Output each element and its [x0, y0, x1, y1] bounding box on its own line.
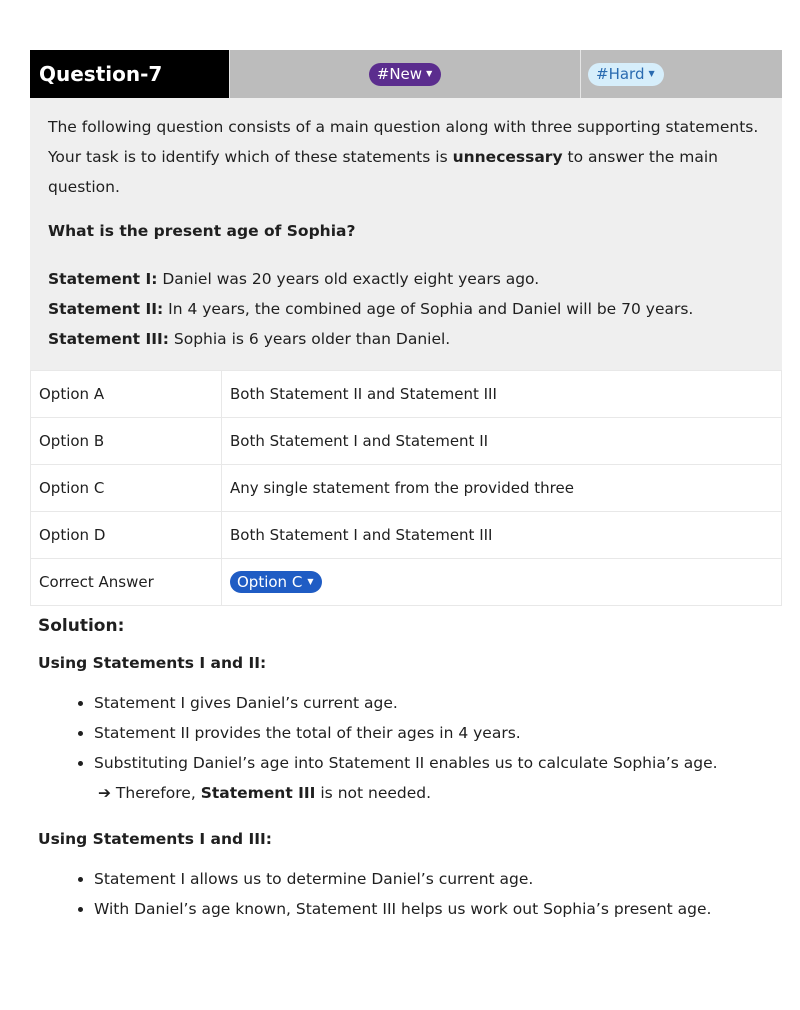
new-tag-label: #New: [376, 64, 423, 83]
option-row-a: [31, 371, 782, 418]
statement-3: [48, 324, 764, 354]
intro-text-end: to answer the main question.: [48, 148, 718, 196]
option-label: Option B: [31, 418, 222, 465]
hard-tag[interactable]: [588, 63, 664, 86]
intro-text: The following question consists of a main question along with three supporting statements. Your task is to identify which of these statements is: [48, 118, 759, 166]
conclusion-suffix: is not needed.: [315, 784, 432, 802]
question-header: [30, 50, 782, 98]
main-question: What is the present age of Sophia?: [48, 222, 356, 240]
question-body: [30, 98, 782, 370]
statement-2: [48, 294, 764, 324]
statement-text: Daniel was 20 years old exactly eight years ago.: [157, 270, 540, 288]
solution-bullets: [38, 864, 774, 924]
option-label: Option C: [31, 465, 222, 512]
option-text: Both Statement I and Statement III: [222, 512, 782, 559]
option-text: Any single statement from the provided three: [222, 465, 782, 512]
header-cell-category: [229, 50, 581, 98]
correct-answer-tag[interactable]: [230, 571, 322, 593]
question-intro: [48, 112, 764, 202]
caret-down-icon: ▼: [648, 69, 655, 78]
question-title: Question-7: [30, 50, 229, 98]
header-cell-difficulty: [581, 50, 782, 98]
statement-text: In 4 years, the combined age of Sophia and Daniel will be 70 years.: [163, 300, 694, 318]
solution-bullet: • Statement I gives Daniel’s current age.: [94, 688, 774, 718]
option-text: Both Statement I and Statement II: [222, 418, 782, 465]
correct-answer-value: Option C: [237, 573, 303, 591]
caret-down-icon: ▼: [307, 577, 314, 586]
solution-bullet: • With Daniel’s age known, Statement III helps us work out Sophia’s present age.: [94, 894, 774, 924]
solution-bullet: • Statement II provides the total of their ages in 4 years.: [94, 718, 774, 748]
statement-label: Statement I:: [48, 270, 158, 288]
question-card: [30, 50, 782, 946]
correct-answer-row: [31, 559, 782, 606]
hard-tag-label: #Hard: [596, 64, 645, 83]
statement-label: Statement III:: [48, 330, 169, 348]
solution-conclusion: [38, 778, 774, 808]
correct-answer-label: Correct Answer: [31, 559, 222, 606]
new-tag[interactable]: [369, 63, 441, 86]
option-row-b: [31, 418, 782, 465]
solution-subheading: Using Statements I and II:: [38, 654, 267, 672]
solution-bullet: • Statement I allows us to determine Daniel’s current age.: [94, 864, 774, 894]
intro-bold: unnecessary: [452, 148, 563, 166]
option-row-c: [31, 465, 782, 512]
solution-bullets: [38, 688, 774, 778]
option-label: Option A: [31, 371, 222, 418]
statement-1: [48, 264, 764, 294]
conclusion-prefix: ➔ Therefore,: [98, 784, 201, 802]
conclusion-bold: Statement III: [200, 784, 316, 802]
options-table: [30, 370, 782, 606]
option-row-d: [31, 512, 782, 559]
solution-subheading: Using Statements I and III:: [38, 830, 272, 848]
correct-answer-cell: [222, 559, 782, 606]
solution-bullet: • Substituting Daniel’s age into Statement II enables us to calculate Sophia’s age.: [94, 748, 774, 778]
solution-section: [30, 606, 782, 924]
option-label: Option D: [31, 512, 222, 559]
statement-text: Sophia is 6 years older than Daniel.: [168, 330, 451, 348]
caret-down-icon: ▼: [426, 69, 433, 78]
solution-title: Solution:: [38, 616, 125, 636]
option-text: Both Statement II and Statement III: [222, 371, 782, 418]
statement-label: Statement II:: [48, 300, 164, 318]
